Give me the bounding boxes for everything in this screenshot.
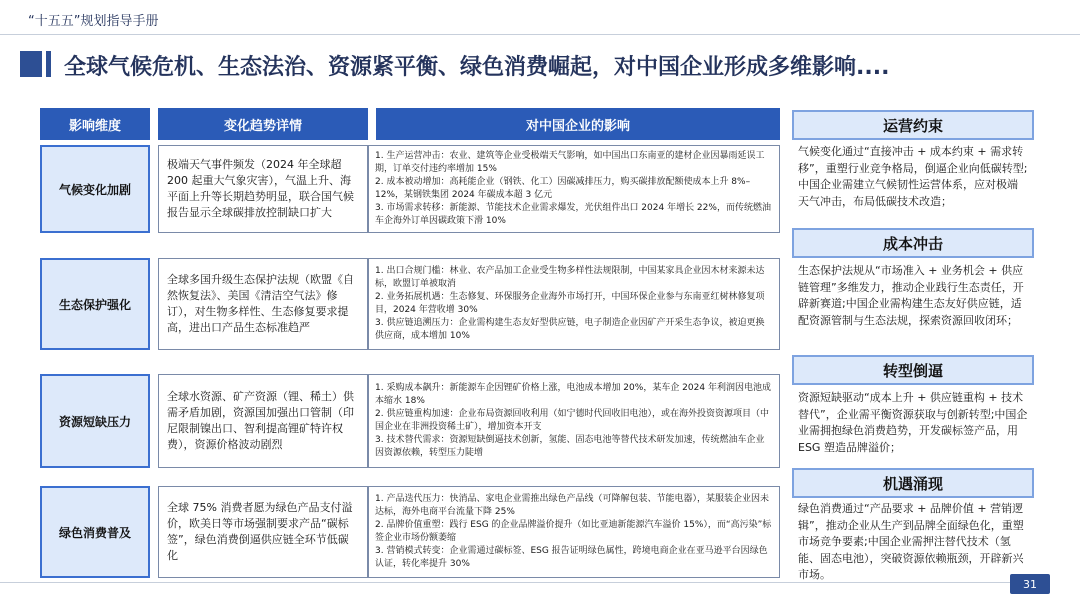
column-header-dimension: 影响维度 xyxy=(40,108,150,140)
impact-item: 1. 采购成本飙升：新能源车企因锂矿价格上涨，电池成本增加 20%，某车企 2024 年利润因电池成本缩水 18% xyxy=(375,382,771,406)
card-body-opportunity: 绿色消费通过“产品要求 + 品牌价值 + 营销逻辑”，推动企业从生产到品牌全面绿色化，重塑市场竞争要素;中国企业需押注替代技术（氢能、固态电池），突破资源依赖瓶颈，开辟新兴市场。 xyxy=(798,502,1024,581)
column-header-impact: 对中国企业的影响 xyxy=(376,108,780,140)
card-title-cost: 成本冲击 xyxy=(792,228,1034,258)
row-impact-resource xyxy=(368,374,780,468)
title-accent-stripe xyxy=(46,51,51,77)
row-detail-green: 全球 75% 消费者愿为绿色产品支付溢价，欧美日等市场强制要求产品“碳标签”，绿色消费倒逼供应链全环节低碳化 xyxy=(158,486,368,578)
impact-item: 1. 出口合规门槛：林业、农产品加工企业受生物多样性法规限制，中国某家具企业因木材来源未达标，欧盟订单被取消 xyxy=(375,265,765,289)
page-title: 全球气候危机、生态法治、资源紧平衡、绿色消费崛起，对中国企业形成多维影响.... xyxy=(64,55,890,80)
impact-item: 2. 业务拓展机遇：生态修复、环保服务企业海外市场打开，中国环保企业参与东南亚红树林修复项目，2024 年营收增 30% xyxy=(375,291,765,315)
impact-item: 2. 成本被动增加：高耗能企业（钢铁、化工）因碳减排压力，购买碳排放配额使成本上升 8%–12%，某钢铁集团 2024 年碳成本超 3 亿元 xyxy=(375,176,751,200)
card-title-opportunity: 机遇涌现 xyxy=(792,468,1034,498)
row-detail-climate: 极端天气事件频发（2024 年全球超 200 起重大气象灾害），气温上升、海平面上升等长期趋势明显，联合国气候报告显示全球碳排放控制缺口扩大 xyxy=(158,145,368,233)
row-impact-ecology xyxy=(368,258,780,350)
impact-item: 3. 市场需求转移：新能源、节能技术企业需求爆发，光伏组件出口 2024 年增长 22%，而传统燃油车企海外订单因碳政策下滑 10% xyxy=(375,203,771,227)
row-dimension-resource: 资源短缺压力 xyxy=(40,374,150,468)
impact-item: 3. 营销模式转变：企业需通过碳标签、ESG 报告证明绿色属性，跨境电商企业在亚马逊平台因绿色认证，转化率提升 30% xyxy=(375,546,768,570)
impact-item: 2. 品牌价值重塑：践行 ESG 的企业品牌溢价提升（如比亚迪新能源汽车溢价 15%），而“高污染”标签企业市场份额萎缩 xyxy=(375,519,772,543)
header-divider xyxy=(0,34,1080,35)
row-detail-ecology: 全球多国升级生态保护法规（欧盟《自然恢复法》、美国《清洁空气法》修订），对生物多样性、生态修复要求提高，进出口产品生态标准趋严 xyxy=(158,258,368,350)
card-body-operations: 气候变化通过“直接冲击 + 成本约束 + 需求转移”，重塑行业竞争格局，倒逼企业向低碳转型;中国企业需建立气候韧性运营体系，应对极端天气冲击，布局低碳技术改造； xyxy=(798,145,1028,208)
row-dimension-green: 绿色消费普及 xyxy=(40,486,150,578)
card-body-transformation: 资源短缺驱动“成本上升 + 供应链重构 + 技术替代”，企业需平衡资源获取与创新转型;中国企业需拥抱绿色消费趋势，开发碳标签产品，用 ESG 塑造品牌溢价； xyxy=(798,391,1028,454)
impact-item: 3. 供应链追溯压力：企业需构建生态友好型供应链，电子制造企业因矿产开采生态争议，被迫更换供应商，成本增加 10% xyxy=(375,318,765,342)
title-accent-block xyxy=(20,51,42,77)
impact-item: 1. 生产运营冲击：农业、建筑等企业受极端天气影响，如中国出口东南亚的建材企业因暴雨延误工期，订单交付违约率增加 15% xyxy=(375,150,765,174)
header-text: “十五五”规划指导手册 xyxy=(28,14,159,29)
page-number: 31 xyxy=(1010,574,1050,594)
impact-item: 3. 技术替代需求：资源短缺倒逼技术创新，氢能、固态电池等替代技术研发加速，传统燃油车企业因资源依赖，转型压力陡增 xyxy=(375,435,765,459)
row-detail-resource: 全球水资源、矿产资源（锂、稀土）供需矛盾加剧，资源国加强出口管制（印尼限制镍出口、智利提高锂矿特许权费），资源价格波动剧烈 xyxy=(158,374,368,468)
column-header-detail: 变化趋势详情 xyxy=(158,108,368,140)
row-impact-green xyxy=(368,486,780,578)
row-dimension-climate: 气候变化加剧 xyxy=(40,145,150,233)
footer-divider xyxy=(0,582,1010,583)
card-body-cost: 生态保护法规从“市场准入 + 业务机会 + 供应链管理”多维发力，推动企业践行生态责任，开辟新赛道;中国企业需构建生态友好供应链，适配资源管制与生态法规，探索资源回收闭环； xyxy=(798,264,1024,327)
row-dimension-ecology: 生态保护强化 xyxy=(40,258,150,350)
card-title-operations: 运营约束 xyxy=(792,110,1034,140)
row-impact-climate xyxy=(368,145,780,233)
card-title-transformation: 转型倒逼 xyxy=(792,355,1034,385)
impact-item: 2. 供应链重构加速：企业布局资源回收利用（如宁德时代回收旧电池），或在海外投资资源项目（中国企业在非洲投资稀土矿），增加资本开支 xyxy=(375,408,769,432)
impact-item: 1. 产品迭代压力：快消品、家电企业需推出绿色产品线（可降解包装、节能电器），某服装企业因未达标，海外电商平台流量下降 25% xyxy=(375,493,769,517)
